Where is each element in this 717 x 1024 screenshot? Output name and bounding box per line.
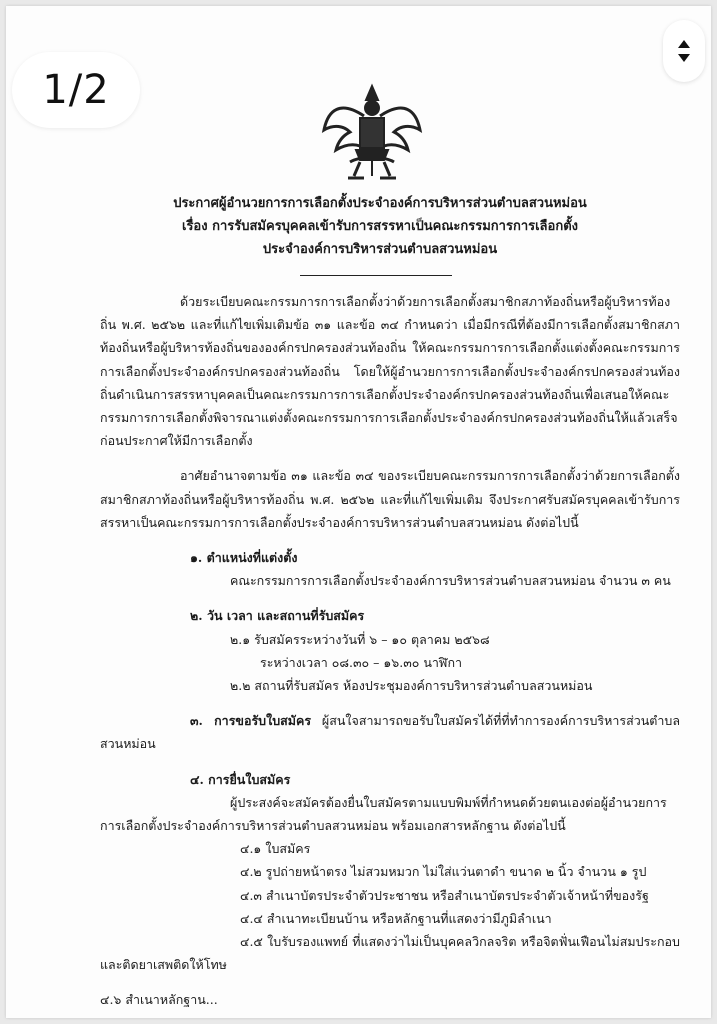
- section-4-item-5: ๔.๕ ใบรับรองแพทย์ ที่แสดงว่าไม่เป็นบุคคลวิกลจริต หรือจิตฟั่นเฟือนไม่สมประกอบและติดยาเสพติดให้โทษ: [100, 934, 680, 973]
- section-2-item-1-time: ระหว่างเวลา ๐๘.๓๐ – ๑๖.๓๐ นาฬิกา: [260, 654, 463, 670]
- garuda-emblem-icon: [320, 80, 424, 186]
- section-4-item-2: ๔.๒ รูปถ่ายหน้าตรง ไม่สวมหมวก ไม่ใส่แว่นตาดำ ขนาด ๒ นิ้ว จำนวน ๑ รูป: [240, 864, 647, 880]
- section-4-item-3: ๔.๓ สำเนาบัตรประจำตัวประชาชน หรือสำเนาบัตรประจำตัวเจ้าหน้าที่ของรัฐ: [240, 887, 649, 903]
- section-4-item-4: ๔.๔ สำเนาทะเบียนบ้าน หรือหลักฐานที่แสดงว่ามีภูมิลำเนา: [240, 910, 552, 926]
- section-3-text: ผู้สนใจสามารถขอรับใบสมัครได้ที่ที่ทำการองค์การบริหารส่วนตำบลสวนหม่อน: [100, 713, 680, 752]
- section-4-item-1: ๔.๑ ใบสมัคร: [240, 841, 311, 857]
- page-scroll-button[interactable]: [663, 20, 705, 82]
- section-1-heading: ๑. ตำแหน่งที่แต่งตั้ง: [190, 550, 298, 566]
- section-4-text: ผู้ประสงค์จะสมัครต้องยื่นใบสมัครตามแบบพิมพ์ที่กำหนดด้วยตนเองต่อผู้อำนวยการการเลือกตั้งประจำองค์การบริหารส่วนตำบลสวนหม่อน พร้อมเอกสารหลักฐาน ดังต่อไปนี้: [100, 794, 667, 834]
- announcement-title: [100, 192, 660, 261]
- page-indicator-text: 1/2: [42, 67, 110, 113]
- announcement-body: [100, 290, 680, 1012]
- title-line-2: เรื่อง การรับสมัครบุคคลเข้ารับการสรรหาเป็นคณะกรรมการการเลือกตั้ง: [182, 219, 578, 234]
- chevron-up-icon: [678, 40, 690, 48]
- continued-text: ๔.๖ สำเนาหลักฐาน...: [100, 992, 218, 1008]
- section-2-item-2: ๒.๒ สถานที่รับสมัคร ห้องประชุมองค์การบริหารส่วนตำบลสวนหม่อน: [230, 678, 593, 694]
- page-indicator: [12, 52, 140, 128]
- section-4-heading: ๔. การยื่นใบสมัคร: [190, 771, 291, 787]
- section-1-text: คณะกรรมการการเลือกตั้งประจำองค์การบริหารส่วนตำบลสวนหม่อน จำนวน ๓ คน: [230, 573, 671, 589]
- section-3-heading: ๓. การขอรับใบสมัคร: [190, 713, 312, 729]
- chevron-down-icon: [678, 54, 690, 62]
- title-divider: [300, 275, 452, 276]
- title-line-1: ประกาศผู้อำนวยการการเลือกตั้งประจำองค์การบริหารส่วนตำบลสวนหม่อน: [173, 196, 587, 211]
- section-3: [100, 709, 680, 755]
- title-line-3: ประจำองค์การบริหารส่วนตำบลสวนหม่อน: [262, 242, 498, 257]
- paragraph-1: ด้วยระเบียบคณะกรรมการการเลือกตั้งว่าด้วยการเลือกตั้งสมาชิกสภาท้องถิ่นหรือผู้บริหารท้องถิ่น พ.ศ. ๒๕๖๒ และที่แก้ไขเพิ่มเติมข้อ ๓๑ และข้อ ๓๔ กำหนดว่า เมื่อมีกรณีที่ต้องมีการเลือกตั้งสมาชิกสภาท้องถิ่นหรือผู้บริหารท้องถิ่นขององค์กรปกครองส่วนท้องถิ่น ให้คณะกรรมการการเลือกตั้งแต่งตั้งคณะกรรมการการเลือกตั้งประจำองค์กรปกครองส่วนท้องถิ่น โดยให้ผู้อำนวยการการเลือกตั้งประจำองค์กรปกครองส่วนท้องถิ่นดำเนินการสรรหาบุคคลเป็นคณะกรรมการการเลือกตั้งประจำองค์กรปกครองส่วนท้องถิ่นเพื่อเสนอให้คณะกรรมการการเลือกตั้งพิจารณาแต่งตั้งคณะกรรมการการเลือกตั้งประจำองค์กรปกครองส่วนท้องถิ่นให้แล้วเสร็จก่อนประกาศให้มีการเลือกตั้ง: [100, 294, 680, 449]
- section-2-item-1: ๒.๑ รับสมัครระหว่างวันที่ ๖ – ๑๐ ตุลาคม ๒๕๖๘: [230, 631, 490, 647]
- paragraph-2: อาศัยอำนาจตามข้อ ๓๑ และข้อ ๓๔ ของระเบียบคณะกรรมการการเลือกตั้งว่าด้วยการเลือกตั้งสมาชิกสภาท้องถิ่นหรือผู้บริหารท้องถิ่น พ.ศ. ๒๕๖๒ และที่แก้ไขเพิ่มเติม จึงประกาศรับสมัครบุคคลเข้ารับการสรรหาเป็นคณะกรรมการการเลือกตั้งประจำองค์การบริหารส่วนตำบลสวนหม่อน ดังต่อไปนี้: [100, 468, 680, 530]
- section-2-heading: ๒. วัน เวลา และสถานที่รับสมัคร: [190, 608, 365, 624]
